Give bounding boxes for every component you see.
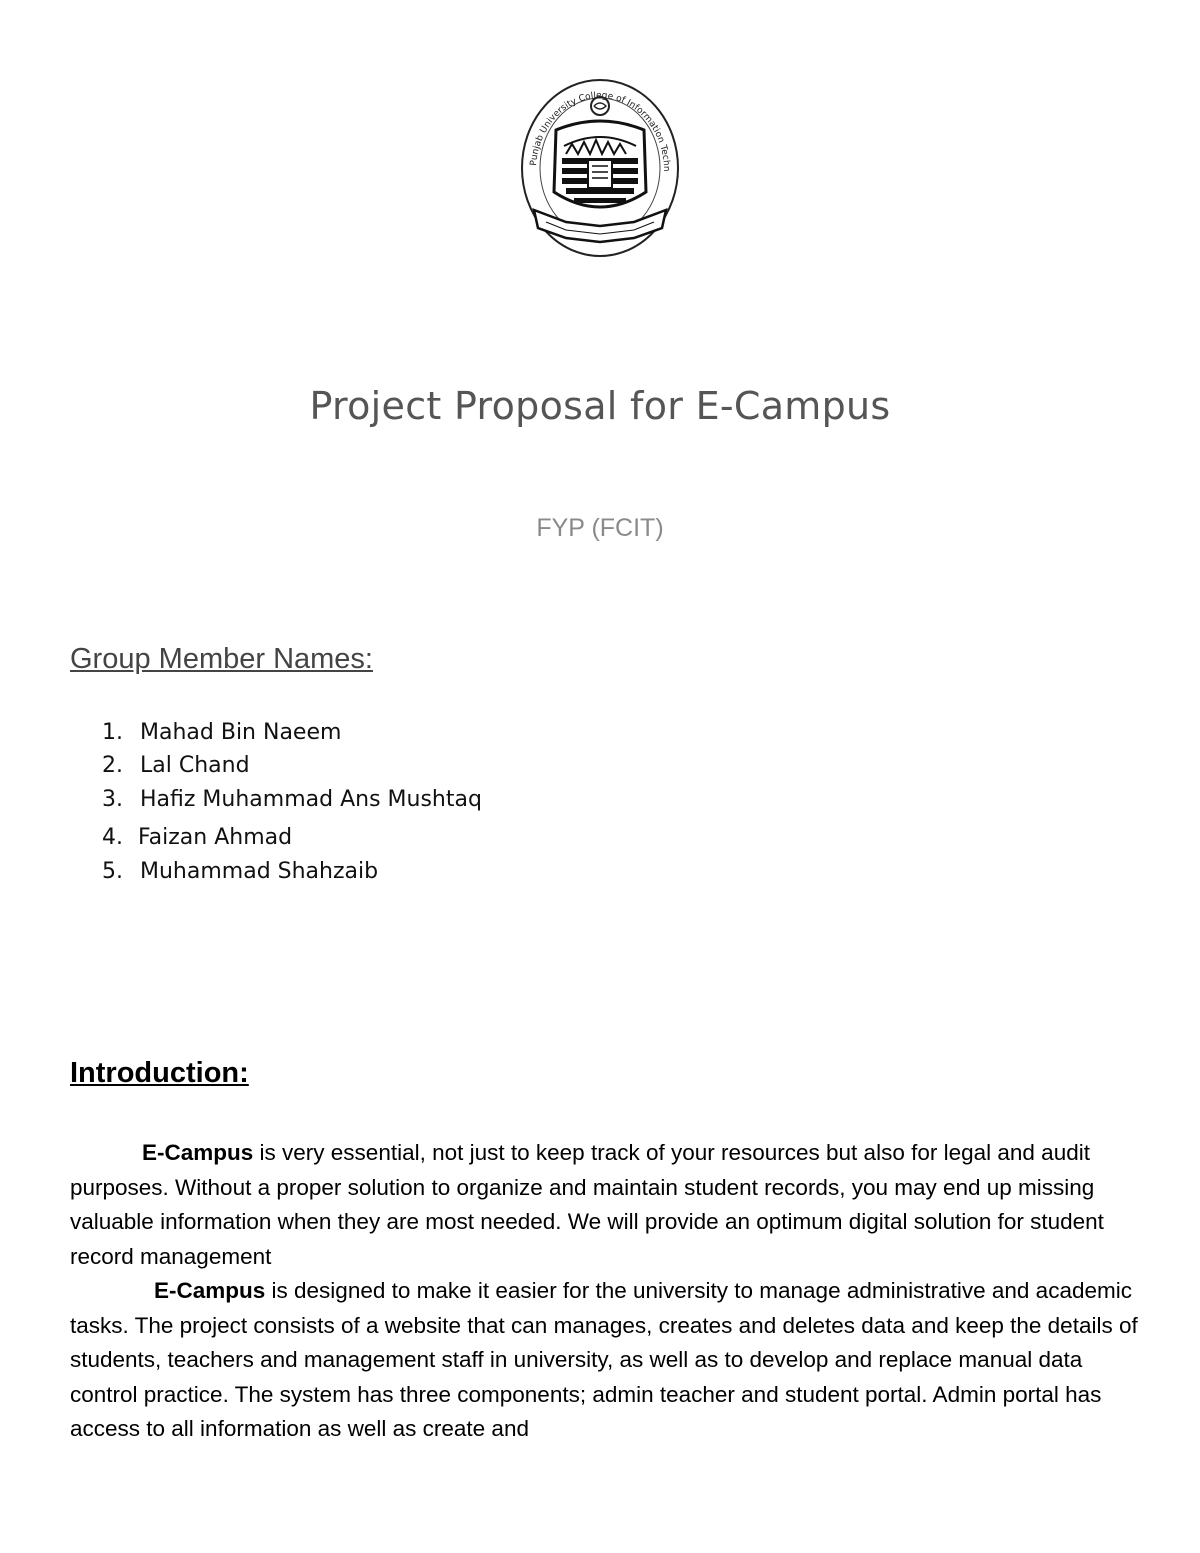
emphasis-term: E-Campus — [142, 1140, 254, 1165]
member-name: Muhammad Shahzaib — [140, 859, 379, 884]
list-item-number: 5. — [102, 859, 123, 884]
list-item — [102, 787, 482, 812]
paragraph-text: is designed to make it easier for the university to manage administrative and academic tasks. The project consists of a website that can manages, creates and deletes data and keep the details of students, teachers and management staff in university, as well as to develop and replace manual data control practice. The system has three components; admin teacher and student portal. Admin portal has access to all information as well as create and — [70, 1278, 1138, 1441]
university-seal-logo — [516, 72, 684, 260]
paragraph-text: is very essential, not just to keep track of your resources but also for legal and audit purposes. Without a proper solution to organize and maintain student records, you may end up missing valuable information when they are most needed. We will provide an optimum digital solution for student record management — [70, 1140, 1104, 1269]
emphasis-term: E-Campus — [154, 1278, 266, 1303]
list-item — [102, 753, 250, 778]
list-item-number: 3. — [102, 787, 123, 812]
list-item — [102, 859, 378, 884]
member-name: Faizan Ahmad — [138, 825, 293, 850]
list-item-number: 1. — [102, 720, 123, 745]
list-item-number: 2. — [102, 753, 123, 778]
member-name: Mahad Bin Naeem — [140, 720, 342, 745]
member-name: Hafiz Muhammad Ans Mushtaq — [140, 787, 482, 812]
introduction-heading: Introduction: — [70, 1057, 249, 1089]
introduction-paragraph-1 — [70, 1136, 1145, 1274]
list-item — [102, 825, 292, 850]
list-item-number: 4. — [102, 825, 123, 850]
group-members-heading: Group Member Names: — [70, 643, 373, 675]
university-seal-icon — [516, 72, 684, 260]
document-subtitle: FYP (FCIT) — [536, 514, 664, 542]
list-item — [102, 720, 341, 745]
document-title: Project Proposal for E-Campus — [309, 384, 891, 428]
member-name: Lal Chand — [140, 753, 250, 778]
introduction-paragraph-2 — [70, 1274, 1145, 1447]
svg-text:Punjab University College of I: Punjab University College of Information Techn — [529, 90, 672, 172]
